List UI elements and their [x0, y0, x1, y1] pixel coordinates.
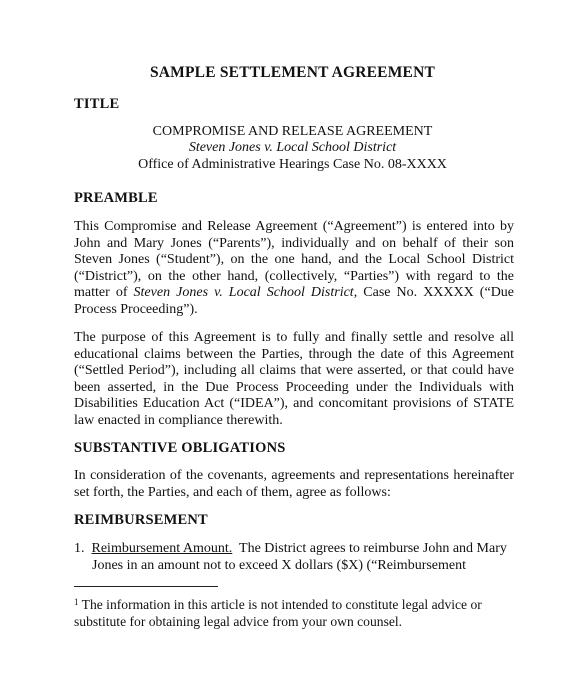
text-line: Process Proceeding”).: [74, 301, 198, 317]
document-title: SAMPLE SETTLEMENT AGREEMENT: [149, 64, 436, 81]
agreement-name: COMPROMISE AND RELEASE AGREEMENT: [152, 124, 433, 139]
text-line: This Compromise and Release Agreement (“Agreement”) is entered into by: [74, 219, 514, 234]
preamble-heading: PREAMBLE: [74, 190, 158, 206]
text-segment: The District agrees to reimburse John and Mary: [239, 541, 507, 556]
obligations-paragraph: [74, 468, 514, 501]
text-line: Jones in an amount not to exceed X dollars ($X) (“Reimbursement: [92, 557, 467, 573]
case-caption-inline: Steven Jones v. Local School District: [133, 285, 354, 301]
text-line: been asserted, in the Due Process Proceeding under the Individuals with: [74, 379, 514, 395]
text-line: Disabilities Education Act (“IDEA”), and concomitant provisions of STATE: [74, 396, 514, 412]
reimbursement-heading: REIMBURSEMENT: [74, 512, 208, 528]
text-line: In consideration of the covenants, agreements and representations hereinafter: [74, 468, 514, 483]
text-line: John and Mary Jones (“Parents”), individually and on behalf of their son: [74, 235, 514, 251]
footnote-divider: [74, 586, 218, 587]
text-line: law enacted in compliance therewith.: [74, 412, 283, 428]
text-line: (“District”), on the other hand, (collectively, “Parties”) with regard to the: [74, 268, 514, 284]
text-segment: matter of: [74, 285, 134, 301]
text-line: Steven Jones (“Student”), on the one hand, and the Local School District: [74, 252, 514, 268]
text-line: The purpose of this Agreement is to fully and finally settle and resolve all: [74, 330, 514, 345]
preamble-paragraph-1: [74, 219, 514, 319]
item-number: 1.: [74, 541, 85, 556]
preamble-paragraph-2: [74, 330, 514, 430]
text-line: [74, 285, 514, 302]
text-line: (“Settled Period”), including all claims that were asserted, or that could have: [74, 363, 514, 379]
item-label: Reimbursement Amount.: [91, 541, 233, 556]
text-segment: The information in this article is not intended to constitute legal advice or: [78, 597, 482, 612]
text-segment: , Case No. XXXXX (“Due: [353, 285, 515, 301]
text-line: substitute for obtaining legal advice from your own counsel.: [74, 613, 403, 629]
title-heading: TITLE: [74, 96, 120, 112]
footnote-marker: 1: [74, 597, 79, 607]
obligations-heading: SUBSTANTIVE OBLIGATIONS: [74, 440, 286, 456]
text-line: educational claims between the Parties, through the date of this Agreement: [74, 346, 514, 362]
case-number: Office of Administrative Hearings Case No. 08-XXXX: [138, 157, 447, 172]
text-line: [74, 541, 514, 558]
footnote: [74, 594, 514, 630]
reimbursement-item: [74, 541, 514, 574]
case-caption: Steven Jones v. Local School District: [188, 140, 397, 155]
text-line: [74, 594, 514, 614]
text-line: set forth, the Parties, and each of them, agree as follows:: [74, 484, 391, 500]
